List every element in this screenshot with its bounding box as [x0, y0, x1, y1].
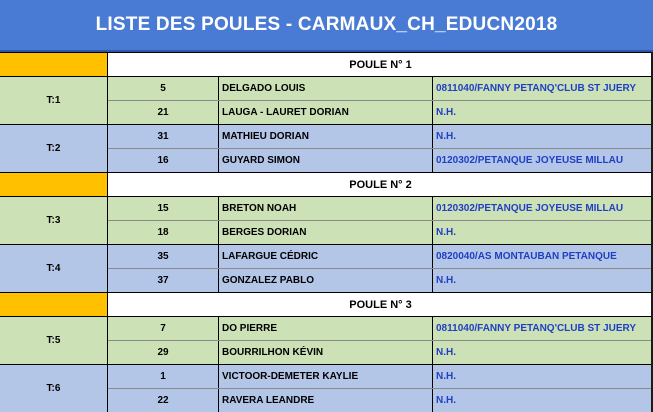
player-club: 0820040/AS MONTAUBAN PETANQUE [436, 251, 617, 262]
poule-title: POULE N° 1 [108, 53, 653, 76]
player-number: 16 [108, 149, 219, 172]
poule-title: POULE N° 3 [108, 293, 653, 316]
player-row[interactable] [108, 317, 653, 341]
team-label: T:1 [0, 77, 108, 124]
player-row[interactable] [108, 197, 653, 221]
team-group [0, 316, 653, 364]
player-club: 0120302/PETANQUE JOYEUSE MILLAU [436, 155, 624, 166]
player-name: GUYARD SIMON [219, 149, 433, 172]
poule-header [0, 292, 653, 316]
player-number: 21 [108, 101, 219, 124]
player-number: 29 [108, 341, 219, 364]
player-club: N.H. [436, 347, 456, 358]
player-number: 1 [108, 365, 219, 388]
player-row[interactable] [108, 245, 653, 269]
player-row[interactable] [108, 221, 653, 244]
player-row[interactable] [108, 149, 653, 172]
player-number: 35 [108, 245, 219, 268]
player-row[interactable] [108, 365, 653, 389]
page-title: LISTE DES POULES - CARMAUX_CH_EDUCN2018 [0, 0, 653, 52]
team-group [0, 364, 653, 412]
team-label: T:2 [0, 125, 108, 172]
player-number: 31 [108, 125, 219, 148]
player-club: N.H. [436, 371, 456, 382]
team-label: T:6 [0, 365, 108, 412]
player-row[interactable] [108, 101, 653, 124]
player-club: 0120302/PETANQUE JOYEUSE MILLAU [436, 203, 624, 214]
player-name: DELGADO LOUIS [219, 77, 433, 100]
poule-marker [0, 293, 108, 316]
player-club: 0811040/FANNY PETANQ'CLUB ST JUERY [436, 83, 637, 94]
player-number: 18 [108, 221, 219, 244]
player-number: 22 [108, 389, 219, 412]
player-name: BRETON NOAH [219, 197, 433, 220]
player-name: RAVERA LEANDRE [219, 389, 433, 412]
player-name: DO PIERRE [219, 317, 433, 340]
team-group [0, 244, 653, 292]
poule-title: POULE N° 2 [108, 173, 653, 196]
player-row[interactable] [108, 269, 653, 292]
player-row[interactable] [108, 77, 653, 101]
player-row[interactable] [108, 389, 653, 412]
player-club: 0811040/FANNY PETANQ'CLUB ST JUERY [436, 323, 637, 334]
player-name: LAUGA - LAURET DORIAN [219, 101, 433, 124]
player-number: 37 [108, 269, 219, 292]
player-name: VICTOOR-DEMETER KAYLIE [219, 365, 433, 388]
player-club: N.H. [436, 107, 456, 118]
player-number: 7 [108, 317, 219, 340]
player-name: MATHIEU DORIAN [219, 125, 433, 148]
player-row[interactable] [108, 341, 653, 364]
poule-header [0, 172, 653, 196]
team-label: T:3 [0, 197, 108, 244]
player-name: BERGES DORIAN [219, 221, 433, 244]
poule-header [0, 52, 653, 76]
player-name: LAFARGUE CÉDRIC [219, 245, 433, 268]
poule-marker [0, 53, 108, 76]
team-label: T:5 [0, 317, 108, 364]
player-club: N.H. [436, 131, 456, 142]
team-group [0, 124, 653, 172]
player-number: 5 [108, 77, 219, 100]
player-club: N.H. [436, 275, 456, 286]
player-name: BOURRILHON KÉVIN [219, 341, 433, 364]
player-club: N.H. [436, 227, 456, 238]
team-group [0, 196, 653, 244]
player-name: GONZALEZ PABLO [219, 269, 433, 292]
player-row[interactable] [108, 125, 653, 149]
player-club: N.H. [436, 395, 456, 406]
player-number: 15 [108, 197, 219, 220]
team-label: T:4 [0, 245, 108, 292]
poule-marker [0, 173, 108, 196]
team-group [0, 76, 653, 124]
